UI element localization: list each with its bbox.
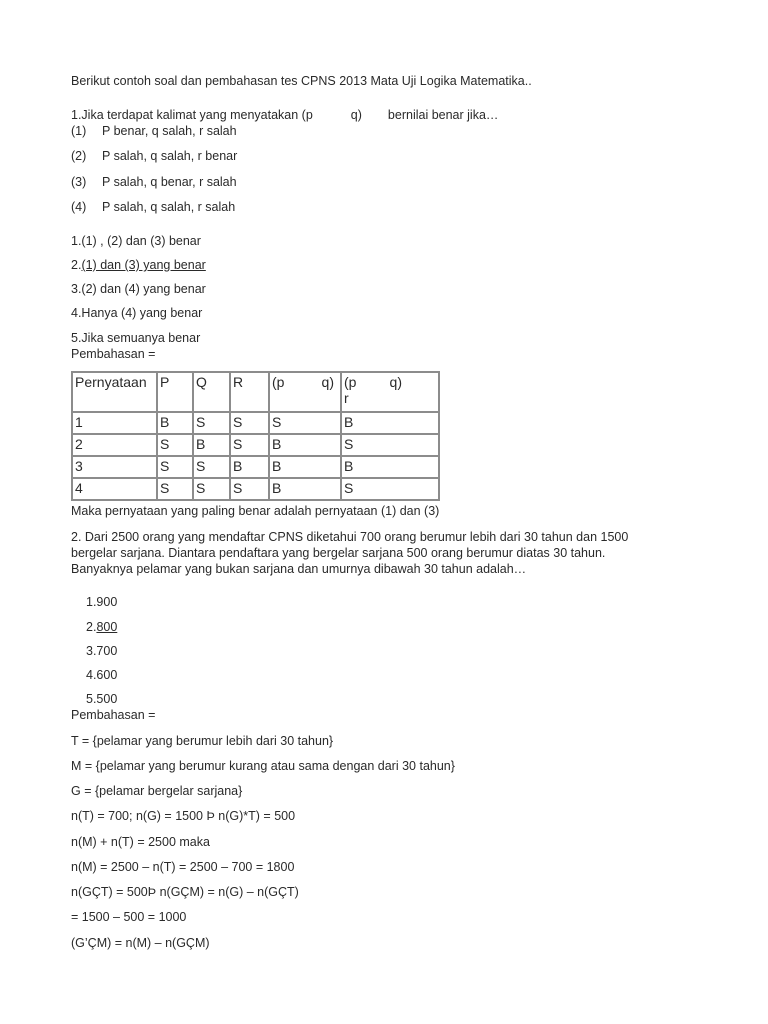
q1-choice-5: 5.Jika semuanya benar [71,331,201,345]
q2-correct-answer: 800 [96,620,118,634]
statement-text: P salah, q salah, r salah [102,200,236,214]
table-cell: S [230,412,269,434]
header-fragment: (p [344,374,357,390]
q1-choice-1: 1.(1) , (2) dan (3) benar [71,234,201,248]
table-cell: B [157,412,193,434]
statement-number: (2) [71,149,87,163]
q1-choice-2 [71,258,206,273]
intro-text: Berikut contoh soal dan pembahasan tes CPNS 2013 Mata Uji Logika Matematika.. [71,74,532,88]
truth-table [71,371,440,501]
header-cell: Q [193,372,230,412]
table-cell: 2 [72,434,157,456]
q2-choice-4: 4.600 [86,668,118,682]
q2-discussion-label: Pembahasan = [71,708,156,722]
statement-2 [71,149,237,164]
table-cell: S [341,434,439,456]
question-1-stem-part-c: bernilai benar jika… [387,108,499,122]
table-cell: B [341,412,439,434]
q1-choice-3: 3.(2) dan (4) yang benar [71,282,206,296]
choice-prefix: 2. [86,620,97,634]
table-cell: S [193,478,230,500]
truth-table-header [72,372,439,412]
table-cell: B [341,456,439,478]
statement-text: P salah, q benar, r salah [102,175,237,189]
q2-step: n(M) + n(T) = 2500 maka [71,835,210,849]
question-1-stem-part-a: 1.Jika terdapat kalimat yang menyatakan (p [71,108,313,122]
table-cell: B [269,434,341,456]
header-cell [341,372,439,412]
statement-3 [71,175,237,190]
statement-1 [71,124,237,139]
statement-number: (3) [71,175,87,189]
table-cell: S [157,434,193,456]
q2-step: n(GÇT) = 500Þ n(GÇM) = n(G) – n(GÇT) [71,885,299,899]
table-cell: B [269,456,341,478]
q1-discussion-label: Pembahasan = [71,347,156,361]
statement-number: (4) [71,200,87,214]
statement-4 [71,200,235,215]
table-row [72,456,439,478]
header-fragment: q) [389,374,402,390]
table-cell: S [193,456,230,478]
header-cell: P [157,372,193,412]
q2-step: n(T) = 700; n(G) = 1500 Þ n(G)*T) = 500 [71,809,296,823]
statement-text: P benar, q salah, r salah [102,124,237,138]
question-2-line-3: Banyaknya pelamar yang bukan sarjana dan umurnya dibawah 30 tahun adalah… [71,562,527,576]
q2-step: G = {pelamar bergelar sarjana} [71,784,243,798]
table-row [72,478,439,500]
q2-choice-1: 1.900 [86,595,118,609]
choice-prefix: 2. [71,258,82,272]
q2-choice-3: 3.700 [86,644,118,658]
table-cell: B [193,434,230,456]
q1-correct-answer: (1) dan (3) yang benar [81,258,206,272]
q2-step: n(M) = 2500 – n(T) = 2500 – 700 = 1800 [71,860,295,874]
table-cell: S [341,478,439,500]
question-2-line-1: 2. Dari 2500 orang yang mendaftar CPNS diketahui 700 orang berumur lebih dari 30 tahun dan 1500 [71,530,629,544]
table-cell: S [230,478,269,500]
q2-step: T = {pelamar yang berumur lebih dari 30 tahun} [71,734,334,748]
header-cell: R [230,372,269,412]
question-1-stem-part-b: q) [350,108,362,122]
header-cell: Pernyataan [72,372,157,412]
q2-step: = 1500 – 500 = 1000 [71,910,187,924]
table-cell: 1 [72,412,157,434]
statement-number: (1) [71,124,87,138]
table-cell: S [193,412,230,434]
header-fragment: r [344,390,349,406]
table-cell: S [230,434,269,456]
header-fragment: q) [321,374,334,390]
table-cell: B [230,456,269,478]
q1-choice-4: 4.Hanya (4) yang benar [71,306,203,320]
q1-conclusion: Maka pernyataan yang paling benar adalah pernyataan (1) dan (3) [71,504,440,518]
table-cell: S [157,478,193,500]
header-fragment: (p [272,374,285,390]
table-cell: 4 [72,478,157,500]
table-row [72,412,439,434]
table-cell: S [269,412,341,434]
question-1-stem [71,108,498,123]
q2-step: (G’ÇM) = n(M) – n(GÇM) [71,936,210,950]
table-cell: B [269,478,341,500]
statement-text: P salah, q salah, r benar [102,149,238,163]
q2-choice-5: 5.500 [86,692,118,706]
header-cell [269,372,341,412]
question-2-line-2: bergelar sarjana. Diantara pendaftara yang bergelar sarjana 500 orang berumur diatas 30 tahun. [71,546,606,560]
q2-choice-2 [86,620,117,635]
q2-step: M = {pelamar yang berumur kurang atau sama dengan dari 30 tahun} [71,759,455,773]
table-cell: S [157,456,193,478]
table-cell: 3 [72,456,157,478]
table-row [72,434,439,456]
